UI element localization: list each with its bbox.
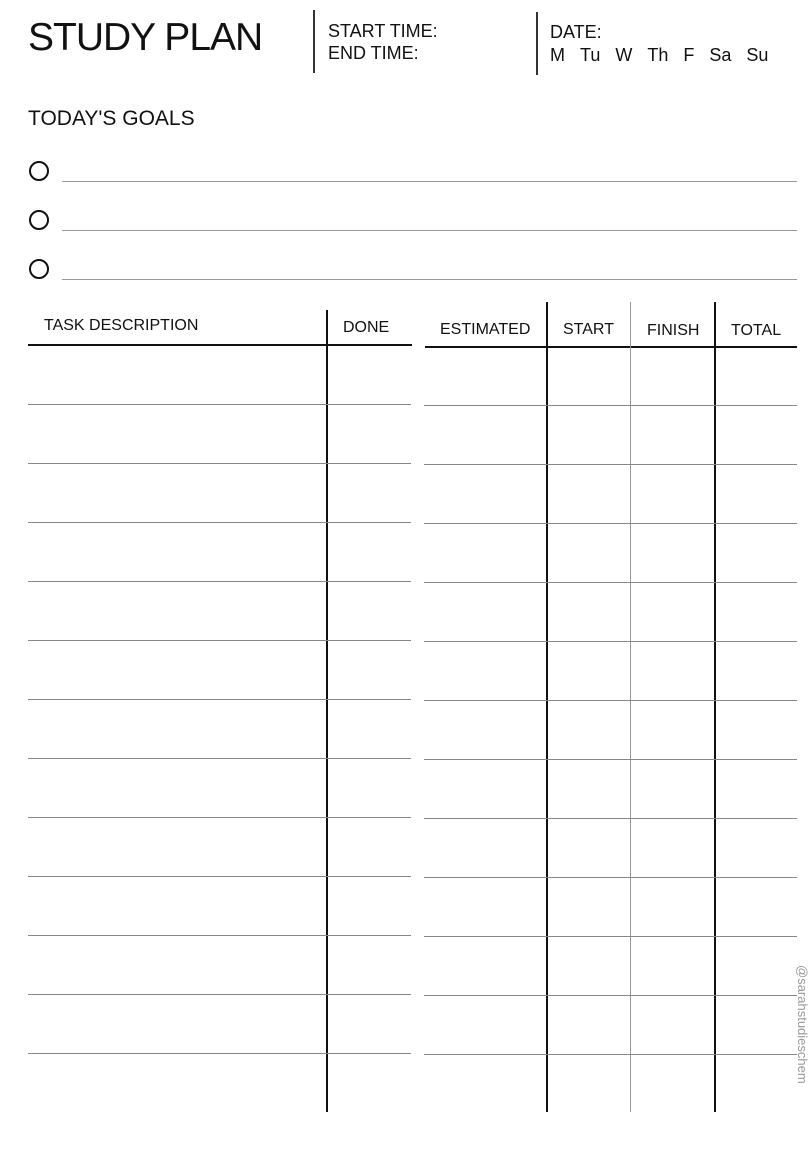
column-divider-done <box>326 310 328 1112</box>
day-Th[interactable]: Th <box>647 45 669 65</box>
table-row-line <box>424 1054 797 1055</box>
table-row-line <box>424 405 797 406</box>
table-row-line <box>424 877 797 878</box>
col-finish: FINISH <box>647 322 700 339</box>
goal-checkbox[interactable] <box>29 259 49 279</box>
day-W[interactable]: W <box>615 45 633 65</box>
day-Su[interactable]: Su <box>746 45 769 65</box>
day-F[interactable]: F <box>683 45 695 65</box>
date-label: DATE: <box>550 22 602 42</box>
table-row-line <box>28 581 411 582</box>
day-M[interactable]: M <box>550 45 565 65</box>
table-row-line <box>28 1053 411 1054</box>
table-row-line <box>28 758 411 759</box>
table-row-line <box>424 523 797 524</box>
start-time-label: START TIME: <box>328 21 438 41</box>
table-row-line <box>424 464 797 465</box>
watermark: @sarahstudieschem <box>795 965 810 1084</box>
header-divider <box>536 12 538 75</box>
table-row-line <box>28 817 411 818</box>
column-divider-start <box>546 302 548 1112</box>
table-row-line <box>28 994 411 995</box>
header-divider <box>313 10 315 73</box>
header-rule-left <box>28 344 412 346</box>
table-row-line <box>28 404 411 405</box>
table-row-line <box>424 936 797 937</box>
goals-heading: TODAY'S GOALS <box>28 107 195 130</box>
page-title: STUDY PLAN <box>28 16 263 59</box>
table-row-line <box>424 700 797 701</box>
table-row-line <box>28 876 411 877</box>
table-row-line <box>28 699 411 700</box>
goal-checkbox[interactable] <box>29 210 49 230</box>
table-row-line <box>424 759 797 760</box>
table-row-line <box>424 641 797 642</box>
header-rule-right <box>425 346 797 348</box>
goal-line[interactable] <box>62 181 797 182</box>
goal-checkbox[interactable] <box>29 161 49 181</box>
col-estimated: ESTIMATED <box>440 321 531 338</box>
table-row-line <box>28 522 411 523</box>
table-row-line <box>28 935 411 936</box>
weekday-selector <box>550 45 768 66</box>
table-row-line <box>424 582 797 583</box>
column-divider-total <box>714 302 716 1112</box>
table-row-line <box>28 640 411 641</box>
col-done: DONE <box>343 319 390 336</box>
col-task-description: TASK DESCRIPTION <box>44 317 199 334</box>
goal-line[interactable] <box>62 230 797 231</box>
table-row-line <box>424 818 797 819</box>
table-row-line <box>424 995 797 996</box>
end-time-label: END TIME: <box>328 43 419 63</box>
goal-line[interactable] <box>62 279 797 280</box>
table-row-line <box>28 463 411 464</box>
day-Sa[interactable]: Sa <box>709 45 732 65</box>
day-Tu[interactable]: Tu <box>580 45 601 65</box>
col-total: TOTAL <box>731 322 782 339</box>
col-start: START <box>563 321 614 338</box>
column-divider-finish <box>630 302 631 1112</box>
